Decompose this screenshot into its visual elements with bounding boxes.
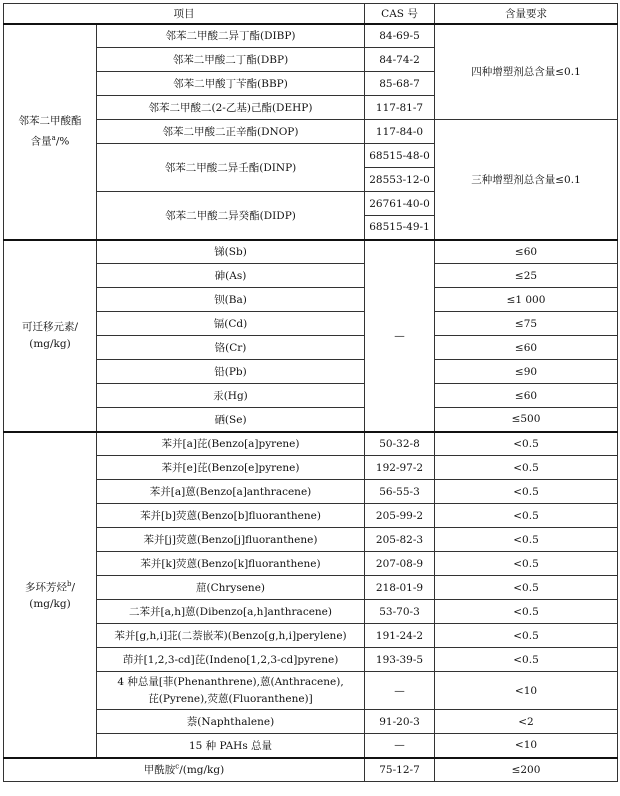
pah-req: <10 bbox=[435, 734, 618, 758]
pah-req: <2 bbox=[435, 710, 618, 734]
phthalates-req-group2: 三种增塑剂总含量≤0.1 bbox=[435, 120, 618, 240]
pah-cas: 205-82-3 bbox=[365, 528, 435, 552]
element-name: 钡(Ba) bbox=[97, 288, 365, 312]
element-req: ≤500 bbox=[435, 408, 618, 432]
header-requirement: 含量要求 bbox=[435, 4, 618, 24]
table-row bbox=[4, 576, 618, 600]
pah-req: <0.5 bbox=[435, 504, 618, 528]
element-req: ≤90 bbox=[435, 360, 618, 384]
header-cas: CAS 号 bbox=[365, 4, 435, 24]
table-row bbox=[4, 312, 618, 336]
pah-req: <10 bbox=[435, 672, 618, 710]
pah-req: <0.5 bbox=[435, 552, 618, 576]
table-row bbox=[4, 672, 618, 710]
header-row bbox=[4, 4, 618, 24]
phthalate-name: 邻苯二甲酸二异丁酯(DIBP) bbox=[97, 24, 365, 48]
element-req: ≤60 bbox=[435, 336, 618, 360]
table-row bbox=[4, 528, 618, 552]
pah-name: 二苯并[a,h]蒽(Dibenzo[a,h]anthracene) bbox=[97, 600, 365, 624]
pahs-category: 多环芳烃$^b$/ (mg/kg) bbox=[4, 432, 97, 758]
pah-name: 苯并[j]荧蒽(Benzo[j]fluoranthene) bbox=[97, 528, 365, 552]
pah-cas: 91-20-3 bbox=[365, 710, 435, 734]
requirements-table bbox=[3, 3, 618, 782]
pah-cas: 191-24-2 bbox=[365, 624, 435, 648]
pah-cas: 56-55-3 bbox=[365, 480, 435, 504]
phthalate-cas: 68515-48-0 bbox=[365, 144, 435, 168]
pah-cas: 205-99-2 bbox=[365, 504, 435, 528]
formamide-req: ≤200 bbox=[435, 758, 618, 782]
table-row bbox=[4, 624, 618, 648]
table-row bbox=[4, 120, 618, 144]
pah-name: 苯并[a]芘(Benzo[a]pyrene) bbox=[97, 432, 365, 456]
elements-cas: — bbox=[365, 240, 435, 432]
pah-req: <0.5 bbox=[435, 432, 618, 456]
pah-name: 苯并[g,h,i]苝(二萘嵌苯)(Benzo[g,h,i]perylene) bbox=[97, 624, 365, 648]
pah-cas: 50-32-8 bbox=[365, 432, 435, 456]
phthalate-name: 邻苯二甲酸二正辛酯(DNOP) bbox=[97, 120, 365, 144]
table-row bbox=[4, 288, 618, 312]
table-row bbox=[4, 384, 618, 408]
pah-cas: 192-97-2 bbox=[365, 456, 435, 480]
table-row bbox=[4, 456, 618, 480]
table-row bbox=[4, 648, 618, 672]
element-name: 铅(Pb) bbox=[97, 360, 365, 384]
pah-cas: 53-70-3 bbox=[365, 600, 435, 624]
element-name: 硒(Se) bbox=[97, 408, 365, 432]
phthalate-cas: 84-74-2 bbox=[365, 48, 435, 72]
element-req: ≤60 bbox=[435, 240, 618, 264]
table-row bbox=[4, 480, 618, 504]
pah-name: 苯并[k]荧蒽(Benzo[k]fluoranthene) bbox=[97, 552, 365, 576]
element-req: ≤60 bbox=[435, 384, 618, 408]
pah-cas: — bbox=[365, 672, 435, 710]
phthalate-name: 邻苯二甲酸二丁酯(DBP) bbox=[97, 48, 365, 72]
phthalate-cas: 117-81-7 bbox=[365, 96, 435, 120]
element-req: ≤75 bbox=[435, 312, 618, 336]
element-name: 镉(Cd) bbox=[97, 312, 365, 336]
pah-name: 苯并[e]芘(Benzo[e]pyrene) bbox=[97, 456, 365, 480]
elements-category: 可迁移元素/ (mg/kg) bbox=[4, 240, 97, 432]
formamide-cas: 75-12-7 bbox=[365, 758, 435, 782]
phthalate-cas: 85-68-7 bbox=[365, 72, 435, 96]
pah-req: <0.5 bbox=[435, 624, 618, 648]
table-row bbox=[4, 504, 618, 528]
element-name: 砷(As) bbox=[97, 264, 365, 288]
element-name: 锑(Sb) bbox=[97, 240, 365, 264]
header-item: 项目 bbox=[4, 4, 365, 24]
phthalate-cas: 68515-49-1 bbox=[365, 216, 435, 240]
table-row bbox=[4, 432, 618, 456]
table-row bbox=[4, 758, 618, 782]
phthalate-name: 邻苯二甲酸二异壬酯(DINP) bbox=[97, 144, 365, 192]
table-row bbox=[4, 408, 618, 432]
pah-req: <0.5 bbox=[435, 456, 618, 480]
phthalate-name: 邻苯二甲酸丁苄酯(BBP) bbox=[97, 72, 365, 96]
phthalate-cas: 84-69-5 bbox=[365, 24, 435, 48]
phthalate-name: 邻苯二甲酸二异癸酯(DIDP) bbox=[97, 192, 365, 240]
phthalate-cas: 117-84-0 bbox=[365, 120, 435, 144]
pah-cas: 193-39-5 bbox=[365, 648, 435, 672]
pah-req: <0.5 bbox=[435, 528, 618, 552]
element-req: ≤1 000 bbox=[435, 288, 618, 312]
phthalate-cas: 28553-12-0 bbox=[365, 168, 435, 192]
phthalate-name: 邻苯二甲酸二(2-乙基)己酯(DEHP) bbox=[97, 96, 365, 120]
phthalates-category: 邻苯二甲酸酯 含量$^a$/% bbox=[4, 24, 97, 240]
pah-req: <0.5 bbox=[435, 576, 618, 600]
element-req: ≤25 bbox=[435, 264, 618, 288]
table-row bbox=[4, 710, 618, 734]
phthalate-cas: 26761-40-0 bbox=[365, 192, 435, 216]
pah-req: <0.5 bbox=[435, 480, 618, 504]
table-row bbox=[4, 24, 618, 48]
pah-name: 苯并[b]荧蒽(Benzo[b]fluoranthene) bbox=[97, 504, 365, 528]
phthalates-req-group1: 四种增塑剂总含量≤0.1 bbox=[435, 24, 618, 120]
table-row bbox=[4, 360, 618, 384]
table-row bbox=[4, 240, 618, 264]
pah-req: <0.5 bbox=[435, 648, 618, 672]
element-name: 汞(Hg) bbox=[97, 384, 365, 408]
pah-cas: 218-01-9 bbox=[365, 576, 435, 600]
pah-name: 萘(Naphthalene) bbox=[97, 710, 365, 734]
pah-four-total: 4 种总量[菲(Phenanthrene),蒽(Anthracene), 芘(Pyrene),荧蒽(Fluoranthene)] bbox=[97, 672, 365, 710]
table-row bbox=[4, 336, 618, 360]
pah-name: 䓛(Chrysene) bbox=[97, 576, 365, 600]
pah-cas: — bbox=[365, 734, 435, 758]
formamide-name: 甲酰胺$^c$/(mg/kg) bbox=[4, 758, 365, 782]
table-row bbox=[4, 600, 618, 624]
pah-cas: 207-08-9 bbox=[365, 552, 435, 576]
table-row bbox=[4, 734, 618, 758]
pah-req: <0.5 bbox=[435, 600, 618, 624]
element-name: 铬(Cr) bbox=[97, 336, 365, 360]
table-row bbox=[4, 552, 618, 576]
pah-name: 15 种 PAHs 总量 bbox=[97, 734, 365, 758]
pah-name: 苯并[a]蒽(Benzo[a]anthracene) bbox=[97, 480, 365, 504]
pah-name: 茚并[1,2,3-cd]芘(Indeno[1,2,3-cd]pyrene) bbox=[97, 648, 365, 672]
table-row bbox=[4, 264, 618, 288]
